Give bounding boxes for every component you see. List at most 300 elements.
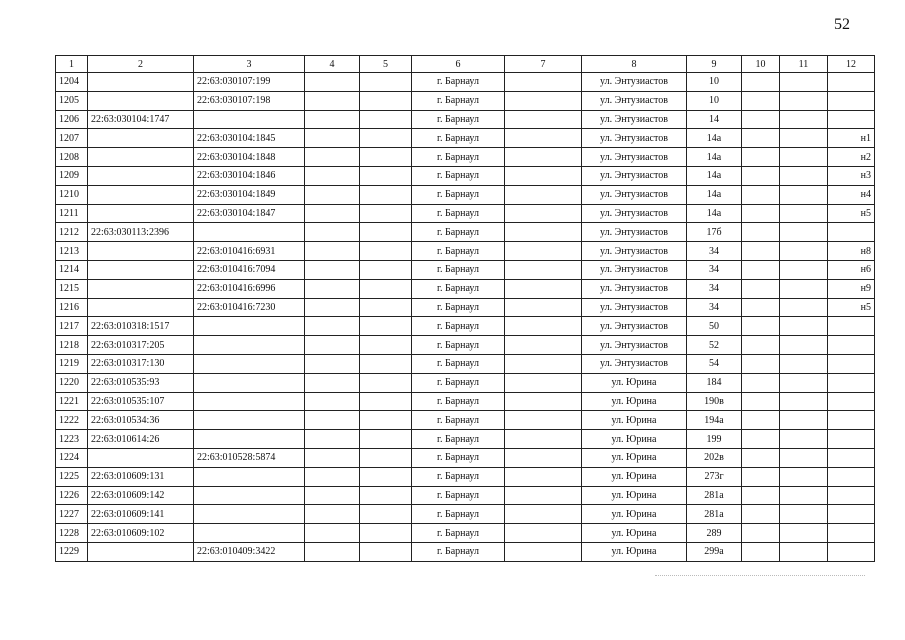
table-cell-col-8: ул. Энтузиастов xyxy=(582,148,687,167)
table-cell-col-3: 22:63:010416:6931 xyxy=(194,242,305,261)
table-cell-col-8: ул. Энтузиастов xyxy=(582,260,687,279)
table-cell-col-6: г. Барнаул xyxy=(412,542,505,561)
table-cell-col-11 xyxy=(780,392,828,411)
table-cell-col-8: ул. Энтузиастов xyxy=(582,242,687,261)
table-cell-col-1: 1208 xyxy=(56,148,88,167)
table-cell-col-8: ул. Юрина xyxy=(582,448,687,467)
table-row xyxy=(56,373,875,392)
table-cell-col-2 xyxy=(88,279,194,298)
table-cell-col-4 xyxy=(305,129,360,148)
table-cell-col-3: 22:63:010416:6996 xyxy=(194,279,305,298)
table-cell-col-11 xyxy=(780,260,828,279)
table-cell-col-9: 34 xyxy=(687,279,742,298)
table-cell-col-4 xyxy=(305,336,360,355)
table-cell-col-7 xyxy=(505,223,582,242)
table-cell-col-3 xyxy=(194,110,305,129)
table-cell-col-8: ул. Энтузиастов xyxy=(582,298,687,317)
table-cell-col-5 xyxy=(360,467,412,486)
table-cell-col-3: 22:63:030107:199 xyxy=(194,73,305,92)
table-row xyxy=(56,336,875,355)
table-cell-col-3: 22:63:030104:1847 xyxy=(194,204,305,223)
table-cell-col-8: ул. Юрина xyxy=(582,505,687,524)
table-cell-col-6: г. Барнаул xyxy=(412,166,505,185)
table-cell-col-7 xyxy=(505,242,582,261)
table-cell-col-5 xyxy=(360,373,412,392)
column-header-6: 6 xyxy=(412,56,505,73)
table-cell-col-12: н5 xyxy=(828,298,875,317)
table-row xyxy=(56,298,875,317)
table-cell-col-2 xyxy=(88,242,194,261)
table-cell-col-1: 1220 xyxy=(56,373,88,392)
table-cell-col-6: г. Барнаул xyxy=(412,448,505,467)
table-cell-col-2: 22:63:030104:1747 xyxy=(88,110,194,129)
table-cell-col-5 xyxy=(360,411,412,430)
table-cell-col-8: ул. Энтузиастов xyxy=(582,317,687,336)
table-cell-col-4 xyxy=(305,373,360,392)
table-cell-col-3: 22:63:030107:198 xyxy=(194,91,305,110)
table-cell-col-9: 14 xyxy=(687,110,742,129)
table-cell-col-6: г. Барнаул xyxy=(412,242,505,261)
table-cell-col-10 xyxy=(742,354,780,373)
table-cell-col-7 xyxy=(505,298,582,317)
table-cell-col-8: ул. Энтузиастов xyxy=(582,354,687,373)
table-cell-col-4 xyxy=(305,204,360,223)
table-cell-col-6: г. Барнаул xyxy=(412,317,505,336)
table-cell-col-6: г. Барнаул xyxy=(412,392,505,411)
table-cell-col-9: 281а xyxy=(687,486,742,505)
table-cell-col-9: 34 xyxy=(687,260,742,279)
table-cell-col-9: 54 xyxy=(687,354,742,373)
table-cell-col-2: 22:63:010609:142 xyxy=(88,486,194,505)
table-cell-col-12 xyxy=(828,336,875,355)
table-cell-col-12: н9 xyxy=(828,279,875,298)
table-cell-col-12 xyxy=(828,223,875,242)
table-cell-col-9: 52 xyxy=(687,336,742,355)
column-header-9: 9 xyxy=(687,56,742,73)
table-row xyxy=(56,91,875,110)
table-cell-col-6: г. Барнаул xyxy=(412,505,505,524)
table-cell-col-4 xyxy=(305,317,360,336)
table-cell-col-7 xyxy=(505,542,582,561)
column-header-5: 5 xyxy=(360,56,412,73)
table-cell-col-7 xyxy=(505,505,582,524)
table-cell-col-2: 22:63:010609:102 xyxy=(88,524,194,543)
table-cell-col-12 xyxy=(828,373,875,392)
table-row xyxy=(56,467,875,486)
table-cell-col-5 xyxy=(360,166,412,185)
table-cell-col-2 xyxy=(88,91,194,110)
table-cell-col-4 xyxy=(305,505,360,524)
table-cell-col-5 xyxy=(360,430,412,449)
table-cell-col-8: ул. Юрина xyxy=(582,430,687,449)
table-cell-col-1: 1221 xyxy=(56,392,88,411)
table-cell-col-2 xyxy=(88,204,194,223)
table-cell-col-2: 22:63:010614:26 xyxy=(88,430,194,449)
table-cell-col-8: ул. Энтузиастов xyxy=(582,223,687,242)
table-cell-col-4 xyxy=(305,298,360,317)
table-row xyxy=(56,505,875,524)
table-cell-col-5 xyxy=(360,223,412,242)
table-cell-col-8: ул. Энтузиастов xyxy=(582,185,687,204)
table-cell-col-1: 1204 xyxy=(56,73,88,92)
table-cell-col-10 xyxy=(742,260,780,279)
table-cell-col-1: 1207 xyxy=(56,129,88,148)
table-cell-col-12 xyxy=(828,73,875,92)
table-cell-col-10 xyxy=(742,185,780,204)
table-cell-col-4 xyxy=(305,148,360,167)
table-cell-col-3 xyxy=(194,411,305,430)
table-cell-col-12 xyxy=(828,354,875,373)
table-cell-col-12: н2 xyxy=(828,148,875,167)
table-cell-col-5 xyxy=(360,317,412,336)
scan-artifact xyxy=(655,575,865,577)
table-row xyxy=(56,204,875,223)
table-cell-col-2 xyxy=(88,129,194,148)
table-cell-col-5 xyxy=(360,185,412,204)
table-cell-col-6: г. Барнаул xyxy=(412,73,505,92)
table-cell-col-9: 10 xyxy=(687,91,742,110)
table-cell-col-11 xyxy=(780,505,828,524)
table-cell-col-7 xyxy=(505,354,582,373)
table-row xyxy=(56,486,875,505)
table-cell-col-8: ул. Юрина xyxy=(582,411,687,430)
table-cell-col-10 xyxy=(742,542,780,561)
table-cell-col-11 xyxy=(780,430,828,449)
table-row xyxy=(56,166,875,185)
table-row xyxy=(56,185,875,204)
table-cell-col-7 xyxy=(505,467,582,486)
table-cell-col-12 xyxy=(828,505,875,524)
table-cell-col-1: 1222 xyxy=(56,411,88,430)
table-cell-col-2 xyxy=(88,448,194,467)
table-cell-col-2 xyxy=(88,298,194,317)
column-header-1: 1 xyxy=(56,56,88,73)
table-cell-col-2: 22:63:010317:130 xyxy=(88,354,194,373)
table-cell-col-9: 199 xyxy=(687,430,742,449)
table-cell-col-8: ул. Юрина xyxy=(582,542,687,561)
table-cell-col-9: 10 xyxy=(687,73,742,92)
table-cell-col-3: 22:63:010409:3422 xyxy=(194,542,305,561)
table-cell-col-1: 1210 xyxy=(56,185,88,204)
table-cell-col-7 xyxy=(505,73,582,92)
table-cell-col-12 xyxy=(828,486,875,505)
table-cell-col-1: 1205 xyxy=(56,91,88,110)
table-cell-col-1: 1206 xyxy=(56,110,88,129)
table-cell-col-1: 1216 xyxy=(56,298,88,317)
table-cell-col-5 xyxy=(360,505,412,524)
table-cell-col-5 xyxy=(360,148,412,167)
table-cell-col-7 xyxy=(505,204,582,223)
table-cell-col-7 xyxy=(505,524,582,543)
table-cell-col-10 xyxy=(742,411,780,430)
table-cell-col-6: г. Барнаул xyxy=(412,110,505,129)
table-cell-col-10 xyxy=(742,223,780,242)
table-cell-col-8: ул. Энтузиастов xyxy=(582,336,687,355)
table-cell-col-4 xyxy=(305,91,360,110)
table-cell-col-9: 14а xyxy=(687,129,742,148)
table-cell-col-11 xyxy=(780,242,828,261)
table-cell-col-5 xyxy=(360,91,412,110)
table-cell-col-7 xyxy=(505,110,582,129)
table-cell-col-3 xyxy=(194,524,305,543)
table-cell-col-8: ул. Юрина xyxy=(582,524,687,543)
table-cell-col-6: г. Барнаул xyxy=(412,148,505,167)
table-cell-col-2 xyxy=(88,260,194,279)
table-cell-col-8: ул. Юрина xyxy=(582,392,687,411)
table-cell-col-6: г. Барнаул xyxy=(412,260,505,279)
table-cell-col-6: г. Барнаул xyxy=(412,373,505,392)
table-cell-col-4 xyxy=(305,392,360,411)
table-cell-col-12: н1 xyxy=(828,129,875,148)
table-cell-col-1: 1223 xyxy=(56,430,88,449)
table-cell-col-10 xyxy=(742,524,780,543)
table-cell-col-5 xyxy=(360,129,412,148)
table-cell-col-12 xyxy=(828,392,875,411)
table-cell-col-7 xyxy=(505,279,582,298)
table-cell-col-10 xyxy=(742,336,780,355)
table-cell-col-11 xyxy=(780,354,828,373)
table-cell-col-12: н4 xyxy=(828,185,875,204)
table-row xyxy=(56,279,875,298)
table-cell-col-2 xyxy=(88,73,194,92)
column-header-7: 7 xyxy=(505,56,582,73)
column-header-8: 8 xyxy=(582,56,687,73)
table-cell-col-6: г. Барнаул xyxy=(412,204,505,223)
column-header-4: 4 xyxy=(305,56,360,73)
table-row xyxy=(56,242,875,261)
table-cell-col-3: 22:63:030104:1846 xyxy=(194,166,305,185)
table-cell-col-12 xyxy=(828,91,875,110)
table-cell-col-8: ул. Энтузиастов xyxy=(582,129,687,148)
table-cell-col-12: н6 xyxy=(828,260,875,279)
table-cell-col-1: 1213 xyxy=(56,242,88,261)
table-cell-col-11 xyxy=(780,448,828,467)
table-cell-col-9: 273г xyxy=(687,467,742,486)
table-cell-col-11 xyxy=(780,204,828,223)
table-cell-col-7 xyxy=(505,185,582,204)
table-cell-col-6: г. Барнаул xyxy=(412,486,505,505)
table-cell-col-10 xyxy=(742,204,780,223)
table-cell-col-3 xyxy=(194,467,305,486)
table-cell-col-11 xyxy=(780,467,828,486)
table-cell-col-9: 184 xyxy=(687,373,742,392)
table-cell-col-4 xyxy=(305,486,360,505)
table-cell-col-12 xyxy=(828,317,875,336)
table-cell-col-3: 22:63:010416:7094 xyxy=(194,260,305,279)
table-cell-col-11 xyxy=(780,317,828,336)
table-cell-col-6: г. Барнаул xyxy=(412,185,505,204)
table-cell-col-9: 14а xyxy=(687,204,742,223)
table-cell-col-5 xyxy=(360,298,412,317)
table-cell-col-12 xyxy=(828,110,875,129)
table-cell-col-1: 1215 xyxy=(56,279,88,298)
table-cell-col-8: ул. Энтузиастов xyxy=(582,204,687,223)
table-cell-col-1: 1227 xyxy=(56,505,88,524)
table-cell-col-3 xyxy=(194,505,305,524)
table-cell-col-1: 1214 xyxy=(56,260,88,279)
table-cell-col-5 xyxy=(360,354,412,373)
table-cell-col-3: 22:63:030104:1848 xyxy=(194,148,305,167)
table-cell-col-10 xyxy=(742,467,780,486)
table-cell-col-1: 1228 xyxy=(56,524,88,543)
table-cell-col-10 xyxy=(742,242,780,261)
table-cell-col-9: 190в xyxy=(687,392,742,411)
column-header-11: 11 xyxy=(780,56,828,73)
table-cell-col-6: г. Барнаул xyxy=(412,354,505,373)
table-cell-col-1: 1219 xyxy=(56,354,88,373)
table-row xyxy=(56,392,875,411)
table-cell-col-1: 1209 xyxy=(56,166,88,185)
table-cell-col-10 xyxy=(742,279,780,298)
table-row xyxy=(56,223,875,242)
table-cell-col-6: г. Барнаул xyxy=(412,223,505,242)
table-cell-col-4 xyxy=(305,354,360,373)
table-cell-col-5 xyxy=(360,524,412,543)
table-cell-col-11 xyxy=(780,110,828,129)
table-cell-col-1: 1226 xyxy=(56,486,88,505)
table-cell-col-5 xyxy=(360,73,412,92)
column-header-10: 10 xyxy=(742,56,780,73)
column-header-12: 12 xyxy=(828,56,875,73)
table-cell-col-12: н5 xyxy=(828,204,875,223)
table-cell-col-3: 22:63:030104:1849 xyxy=(194,185,305,204)
page-number: 52 xyxy=(834,16,850,33)
registry-table xyxy=(55,55,875,562)
table-cell-col-2: 22:63:010535:93 xyxy=(88,373,194,392)
table-cell-col-6: г. Барнаул xyxy=(412,129,505,148)
table-cell-col-6: г. Барнаул xyxy=(412,298,505,317)
table-cell-col-2 xyxy=(88,166,194,185)
table-cell-col-2 xyxy=(88,542,194,561)
table-row xyxy=(56,110,875,129)
table-cell-col-3 xyxy=(194,373,305,392)
table-cell-col-9: 50 xyxy=(687,317,742,336)
table-cell-col-8: ул. Энтузиастов xyxy=(582,73,687,92)
table-cell-col-4 xyxy=(305,166,360,185)
table-cell-col-6: г. Барнаул xyxy=(412,91,505,110)
table-cell-col-9: 281а xyxy=(687,505,742,524)
table-cell-col-5 xyxy=(360,242,412,261)
column-header-2: 2 xyxy=(88,56,194,73)
table-cell-col-9: 289 xyxy=(687,524,742,543)
table-cell-col-11 xyxy=(780,411,828,430)
table-cell-col-3: 22:63:010528:5874 xyxy=(194,448,305,467)
table-cell-col-6: г. Барнаул xyxy=(412,411,505,430)
table-cell-col-3: 22:63:030104:1845 xyxy=(194,129,305,148)
table-cell-col-6: г. Барнаул xyxy=(412,336,505,355)
table-cell-col-4 xyxy=(305,411,360,430)
table-cell-col-10 xyxy=(742,166,780,185)
table-cell-col-3 xyxy=(194,223,305,242)
table-cell-col-12 xyxy=(828,524,875,543)
table-cell-col-3 xyxy=(194,392,305,411)
table-cell-col-3 xyxy=(194,336,305,355)
table-cell-col-4 xyxy=(305,223,360,242)
table-cell-col-7 xyxy=(505,317,582,336)
table-cell-col-4 xyxy=(305,448,360,467)
table-cell-col-8: ул. Юрина xyxy=(582,467,687,486)
table-cell-col-5 xyxy=(360,204,412,223)
table-cell-col-4 xyxy=(305,524,360,543)
table-cell-col-4 xyxy=(305,542,360,561)
table-cell-col-8: ул. Юрина xyxy=(582,373,687,392)
table-cell-col-10 xyxy=(742,486,780,505)
table-cell-col-6: г. Барнаул xyxy=(412,524,505,543)
table-cell-col-2: 22:63:010535:107 xyxy=(88,392,194,411)
table-cell-col-12 xyxy=(828,411,875,430)
table-cell-col-4 xyxy=(305,430,360,449)
table-cell-col-7 xyxy=(505,373,582,392)
table-cell-col-2: 22:63:030113:2396 xyxy=(88,223,194,242)
table-cell-col-11 xyxy=(780,373,828,392)
table-cell-col-4 xyxy=(305,242,360,261)
table-cell-col-11 xyxy=(780,486,828,505)
table-cell-col-9: 17б xyxy=(687,223,742,242)
table-cell-col-10 xyxy=(742,91,780,110)
table-cell-col-11 xyxy=(780,524,828,543)
column-header-3: 3 xyxy=(194,56,305,73)
table-cell-col-11 xyxy=(780,166,828,185)
table-cell-col-2: 22:63:010534:36 xyxy=(88,411,194,430)
table-cell-col-1: 1212 xyxy=(56,223,88,242)
table-cell-col-9: 14а xyxy=(687,185,742,204)
table-cell-col-9: 14а xyxy=(687,166,742,185)
table-cell-col-11 xyxy=(780,185,828,204)
table-cell-col-5 xyxy=(360,486,412,505)
table-cell-col-11 xyxy=(780,542,828,561)
table-cell-col-5 xyxy=(360,336,412,355)
table-row xyxy=(56,73,875,92)
table-cell-col-4 xyxy=(305,185,360,204)
table-row xyxy=(56,129,875,148)
table-cell-col-4 xyxy=(305,260,360,279)
table-cell-col-2: 22:63:010318:1517 xyxy=(88,317,194,336)
table-cell-col-7 xyxy=(505,129,582,148)
table-cell-col-12 xyxy=(828,430,875,449)
table-cell-col-8: ул. Юрина xyxy=(582,486,687,505)
table-body xyxy=(56,73,875,562)
table-row xyxy=(56,524,875,543)
table-cell-col-12 xyxy=(828,467,875,486)
table-cell-col-10 xyxy=(742,110,780,129)
table-cell-col-11 xyxy=(780,279,828,298)
table-cell-col-6: г. Барнаул xyxy=(412,430,505,449)
table-cell-col-3 xyxy=(194,317,305,336)
table-row xyxy=(56,260,875,279)
table-cell-col-2: 22:63:010317:205 xyxy=(88,336,194,355)
table-cell-col-2: 22:63:010609:131 xyxy=(88,467,194,486)
table-row xyxy=(56,317,875,336)
table-cell-col-11 xyxy=(780,73,828,92)
table-cell-col-12 xyxy=(828,542,875,561)
table-cell-col-9: 299а xyxy=(687,542,742,561)
table-cell-col-9: 194а xyxy=(687,411,742,430)
table-cell-col-7 xyxy=(505,148,582,167)
table-cell-col-10 xyxy=(742,448,780,467)
table-cell-col-1: 1229 xyxy=(56,542,88,561)
table-cell-col-5 xyxy=(360,110,412,129)
table-cell-col-10 xyxy=(742,430,780,449)
table-cell-col-11 xyxy=(780,336,828,355)
table-cell-col-7 xyxy=(505,392,582,411)
table-cell-col-9: 34 xyxy=(687,242,742,261)
table-cell-col-1: 1211 xyxy=(56,204,88,223)
table-cell-col-4 xyxy=(305,73,360,92)
table-cell-col-7 xyxy=(505,336,582,355)
table-cell-col-12 xyxy=(828,448,875,467)
table-cell-col-10 xyxy=(742,392,780,411)
table-row xyxy=(56,430,875,449)
